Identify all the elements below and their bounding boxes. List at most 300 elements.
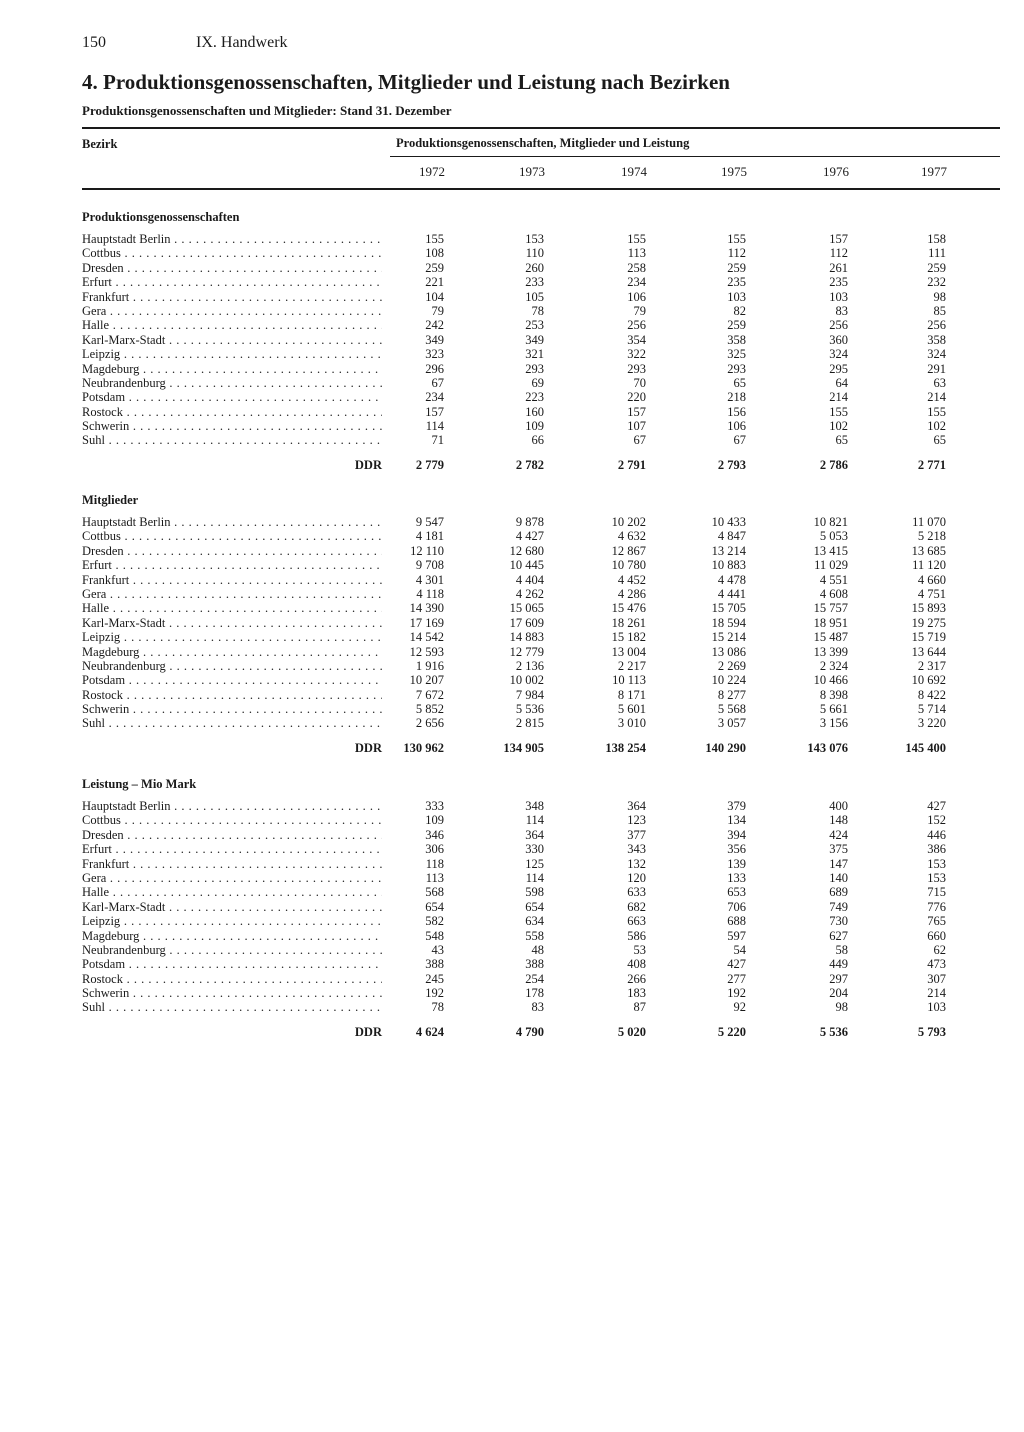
year-header: 1977: [921, 164, 947, 179]
table-cell: 10 002: [509, 673, 544, 688]
total-row: [82, 454, 1002, 476]
table-cell: 106: [727, 419, 746, 434]
table-cell: 256: [627, 318, 646, 333]
table-row: [82, 871, 1002, 885]
row-label: Gera . . .: [82, 871, 382, 885]
table-cell: 103: [829, 289, 848, 304]
table-cell: 4 847: [717, 529, 746, 544]
row-label: Rostock . . .: [82, 405, 382, 419]
table-cell: 4 452: [617, 572, 646, 587]
table-row: [82, 318, 1002, 332]
table-row: [82, 587, 1002, 601]
header-bottom-rule: [82, 188, 1000, 190]
table-cell: 5 053: [819, 529, 848, 544]
table-cell: 103: [727, 289, 746, 304]
table-row: [82, 347, 1002, 361]
year-header: 1975: [721, 164, 747, 179]
table-cell: 323: [425, 347, 444, 362]
table-cell: 13 086: [711, 644, 746, 659]
section-title: Mitglieder: [82, 493, 139, 507]
row-label: Rostock . . .: [82, 972, 382, 986]
section-mitglieder: [82, 490, 1002, 759]
table-cell: 155: [627, 232, 646, 246]
table-cell: 427: [927, 799, 946, 813]
row-label: Erfurt . . .: [82, 275, 382, 289]
table-cell: 9 547: [415, 515, 444, 529]
table-row: [82, 716, 1002, 730]
table-cell: 4 632: [617, 529, 646, 544]
table-cell: 155: [829, 404, 848, 419]
table-cell: 5 536: [515, 702, 544, 717]
total-cell: 2 786: [819, 457, 848, 472]
table-cell: 214: [927, 390, 946, 405]
year-header: 1976: [823, 164, 849, 179]
table-cell: 749: [829, 899, 848, 914]
table-cell: 15 065: [509, 601, 544, 616]
row-label: Leipzig . . .: [82, 347, 382, 361]
table-cell: 333: [425, 799, 444, 813]
total-cell: 5 793: [917, 1024, 946, 1039]
table-cell: 107: [627, 419, 646, 434]
table-row: [82, 333, 1002, 347]
table-cell: 12 110: [410, 543, 444, 558]
table-cell: 8 277: [717, 687, 746, 702]
table-row: [82, 943, 1002, 957]
table-cell: 386: [927, 842, 946, 857]
table-cell: 2 269: [717, 658, 746, 673]
table-cell: 105: [525, 289, 544, 304]
table-cell: 242: [425, 318, 444, 333]
table-cell: 13 685: [911, 543, 946, 558]
table-cell: 394: [727, 827, 746, 842]
row-label: Frankfurt . . .: [82, 857, 382, 871]
table-cell: 259: [727, 318, 746, 333]
table-cell: 2 317: [917, 658, 946, 673]
table-cell: 776: [927, 899, 946, 914]
table-cell: 4 478: [717, 572, 746, 587]
table-cell: 424: [829, 827, 848, 842]
total-cell: 2 779: [415, 457, 444, 472]
table-cell: 160: [525, 404, 544, 419]
table-cell: 586: [627, 928, 646, 943]
table-cell: 67: [431, 375, 444, 390]
table-cell: 140: [829, 870, 848, 885]
table-cell: 155: [425, 232, 444, 246]
table-cell: 324: [829, 347, 848, 362]
table-cell: 8 398: [819, 687, 848, 702]
table-cell: 234: [627, 275, 646, 290]
table-cell: 106: [627, 289, 646, 304]
table-row: [82, 290, 1002, 304]
table-cell: 10 780: [611, 558, 646, 573]
table-row: [82, 515, 1002, 529]
table-cell: 155: [927, 404, 946, 419]
table-cell: 133: [727, 870, 746, 885]
table-cell: 2 656: [415, 716, 444, 731]
table-row: [82, 799, 1002, 813]
table-cell: 330: [525, 842, 544, 857]
table-cell: 660: [927, 928, 946, 943]
chapter-title: IX. Handwerk: [196, 34, 288, 51]
table-cell: 113: [627, 246, 646, 261]
total-cell: 134 905: [503, 740, 544, 755]
total-cell: 140 290: [705, 740, 746, 755]
table-cell: 155: [727, 232, 746, 246]
section-leistung: [82, 774, 1002, 1043]
table-cell: 178: [525, 986, 544, 1001]
table-cell: 43: [431, 942, 444, 957]
table-cell: 54: [733, 942, 746, 957]
row-label: Gera . . .: [82, 304, 382, 318]
table-cell: 214: [829, 390, 848, 405]
row-label: Neubrandenburg . . .: [82, 376, 382, 390]
table-cell: 64: [835, 375, 848, 390]
table-cell: 10 692: [911, 673, 946, 688]
table-cell: 654: [525, 899, 544, 914]
table-cell: 82: [733, 303, 746, 318]
table-cell: 663: [627, 914, 646, 929]
table-cell: 113: [425, 870, 444, 885]
table-cell: 109: [425, 813, 444, 828]
row-label: Suhl . . .: [82, 1000, 382, 1014]
table-row: [82, 529, 1002, 543]
table-cell: 259: [727, 260, 746, 275]
table-cell: 102: [927, 419, 946, 434]
table-cell: 296: [425, 361, 444, 376]
table-cell: 8 422: [917, 687, 946, 702]
table-cell: 321: [525, 347, 544, 362]
table-cell: 15 487: [813, 630, 848, 645]
table-row: [82, 986, 1002, 1000]
table-row: [82, 558, 1002, 572]
column-header-bezirk: Bezirk: [82, 137, 118, 151]
table-row: [82, 957, 1002, 971]
table-cell: 10 202: [611, 515, 646, 529]
table-cell: 598: [525, 885, 544, 900]
row-label: Leipzig . . .: [82, 914, 382, 928]
table-cell: 277: [727, 971, 746, 986]
table-cell: 69: [531, 375, 544, 390]
row-label: Karl-Marx-Stadt . . .: [82, 333, 382, 347]
table-row: [82, 702, 1002, 716]
table-cell: 125: [525, 856, 544, 871]
table-cell: 377: [627, 827, 646, 842]
table-row: [82, 390, 1002, 404]
section-produktionsgenossenschaften: [82, 207, 1002, 476]
table-cell: 157: [829, 232, 848, 246]
table-cell: 259: [425, 260, 444, 275]
table-row: [82, 544, 1002, 558]
table-cell: 260: [525, 260, 544, 275]
table-cell: 9 878: [515, 515, 544, 529]
table-cell: 633: [627, 885, 646, 900]
row-label: Leipzig . . .: [82, 630, 382, 644]
table-row: [82, 972, 1002, 986]
row-label: Halle . . .: [82, 601, 382, 615]
table-cell: 4 301: [415, 572, 444, 587]
table-cell: 4 118: [416, 586, 444, 601]
table-cell: 9 708: [415, 558, 444, 573]
year-header: 1973: [519, 164, 545, 179]
row-label: Gera . . .: [82, 587, 382, 601]
table-cell: 5 601: [617, 702, 646, 717]
table-cell: 4 441: [717, 586, 746, 601]
table-cell: 258: [627, 260, 646, 275]
total-label: DDR: [354, 740, 382, 755]
table-cell: 293: [627, 361, 646, 376]
table-cell: 18 951: [813, 615, 848, 630]
table-row: [82, 573, 1002, 587]
table-row: [82, 688, 1002, 702]
table-row: [82, 828, 1002, 842]
table-cell: 204: [829, 986, 848, 1001]
table-cell: 220: [627, 390, 646, 405]
table-cell: 325: [727, 347, 746, 362]
table-cell: 13 644: [911, 644, 946, 659]
table-cell: 153: [927, 870, 946, 885]
table-cell: 157: [425, 404, 444, 419]
table-cell: 79: [633, 303, 646, 318]
table-cell: 15 705: [711, 601, 746, 616]
table-row: [82, 419, 1002, 433]
table-cell: 83: [835, 303, 848, 318]
table-cell: 148: [829, 813, 848, 828]
table-cell: 689: [829, 885, 848, 900]
table-cell: 110: [525, 246, 544, 261]
table-cell: 157: [627, 404, 646, 419]
table-cell: 114: [525, 870, 544, 885]
total-cell: 4 790: [515, 1024, 544, 1039]
table-cell: 388: [425, 957, 444, 972]
row-label: Cottbus . . .: [82, 813, 382, 827]
table-cell: 111: [928, 246, 946, 261]
table-cell: 245: [425, 971, 444, 986]
table-cell: 14 542: [409, 630, 444, 645]
total-cell: 5 020: [617, 1024, 646, 1039]
table-cell: 597: [727, 928, 746, 943]
table-cell: 4 181: [415, 529, 444, 544]
table-cell: 71: [431, 433, 444, 448]
row-label: Karl-Marx-Stadt . . .: [82, 900, 382, 914]
table-cell: 349: [525, 332, 544, 347]
table-cell: 2 815: [515, 716, 544, 731]
table-cell: 291: [927, 361, 946, 376]
row-label: Dresden . . .: [82, 261, 382, 275]
column-header-group: Produktionsgenossenschaften, Mitglieder und Leistung: [396, 136, 690, 150]
table-cell: 548: [425, 928, 444, 943]
table-cell: 5 218: [917, 529, 946, 544]
row-label: Magdeburg . . .: [82, 929, 382, 943]
table-cell: 102: [829, 419, 848, 434]
table-cell: 18 594: [711, 615, 746, 630]
table-cell: 218: [727, 390, 746, 405]
table-cell: 1 916: [415, 658, 444, 673]
table-cell: 297: [829, 971, 848, 986]
row-label: Halle . . .: [82, 885, 382, 899]
table-cell: 79: [431, 303, 444, 318]
table-cell: 473: [927, 957, 946, 972]
total-cell: 2 771: [917, 457, 946, 472]
total-row: [82, 1021, 1002, 1043]
table-cell: 17 169: [409, 615, 444, 630]
year-header: 1972: [419, 164, 445, 179]
table-cell: 153: [927, 856, 946, 871]
table-cell: 582: [425, 914, 444, 929]
table-cell: 293: [727, 361, 746, 376]
table-cell: 65: [733, 375, 746, 390]
table-cell: 15 757: [813, 601, 848, 616]
table-cell: 67: [633, 433, 646, 448]
table-cell: 235: [727, 275, 746, 290]
table-cell: 67: [733, 433, 746, 448]
table-cell: 346: [425, 827, 444, 842]
total-row: [82, 737, 1002, 759]
table-cell: 730: [829, 914, 848, 929]
table-cell: 5 852: [415, 702, 444, 717]
table-cell: 307: [927, 971, 946, 986]
table-cell: 118: [425, 856, 444, 871]
table-cell: 322: [627, 347, 646, 362]
table-cell: 192: [425, 986, 444, 1001]
table-cell: 446: [927, 827, 946, 842]
total-cell: 145 400: [905, 740, 946, 755]
row-label: Neubrandenburg . . .: [82, 659, 382, 673]
table-cell: 14 390: [409, 601, 444, 616]
table-cell: 12 680: [509, 543, 544, 558]
table-cell: 10 207: [409, 673, 444, 688]
row-label: Schwerin . . .: [82, 419, 382, 433]
table-cell: 78: [431, 1000, 444, 1015]
row-label: Cottbus . . .: [82, 246, 382, 260]
row-label: Hauptstadt Berlin . . .: [82, 515, 382, 529]
table-cell: 449: [829, 957, 848, 972]
row-label: Magdeburg . . .: [82, 645, 382, 659]
table-row: [82, 362, 1002, 376]
row-label: Potsdam . . .: [82, 673, 382, 687]
table-cell: 63: [933, 375, 946, 390]
table-cell: 654: [425, 899, 444, 914]
table-cell: 634: [525, 914, 544, 929]
table-row: [82, 261, 1002, 275]
table-cell: 765: [927, 914, 946, 929]
table-row: [82, 601, 1002, 615]
table-cell: 259: [927, 260, 946, 275]
table-cell: 360: [829, 332, 848, 347]
page-number: 150: [82, 34, 106, 51]
table-cell: 152: [927, 813, 946, 828]
table-cell: 3 057: [717, 716, 746, 731]
table-cell: 11 029: [814, 558, 848, 573]
table-cell: 235: [829, 275, 848, 290]
table-row: [82, 900, 1002, 914]
table-cell: 10 113: [612, 673, 646, 688]
table-cell: 706: [727, 899, 746, 914]
row-label: Schwerin . . .: [82, 986, 382, 1000]
table-cell: 688: [727, 914, 746, 929]
table-cell: 221: [425, 275, 444, 290]
table-cell: 13 004: [611, 644, 646, 659]
table-cell: 715: [927, 885, 946, 900]
table-cell: 7 984: [515, 687, 544, 702]
table-cell: 4 286: [617, 586, 646, 601]
table-cell: 10 445: [509, 558, 544, 573]
table-cell: 234: [425, 390, 444, 405]
table-cell: 364: [525, 827, 544, 842]
table-cell: 153: [525, 232, 544, 246]
table-cell: 103: [927, 1000, 946, 1015]
top-rule: [82, 127, 1000, 129]
table-cell: 83: [531, 1000, 544, 1015]
table-cell: 183: [627, 986, 646, 1001]
table-cell: 15 476: [611, 601, 646, 616]
table-cell: 14 883: [509, 630, 544, 645]
table-cell: 58: [835, 942, 848, 957]
table-cell: 78: [531, 303, 544, 318]
table-cell: 356: [727, 842, 746, 857]
row-label: Karl-Marx-Stadt . . .: [82, 616, 382, 630]
table-cell: 3 010: [617, 716, 646, 731]
table-cell: 123: [627, 813, 646, 828]
row-label: Hauptstadt Berlin . . .: [82, 799, 382, 813]
table-cell: 261: [829, 260, 848, 275]
table-row: [82, 433, 1002, 447]
table-cell: 12 593: [409, 644, 444, 659]
table-cell: 379: [727, 799, 746, 813]
table-cell: 158: [927, 232, 946, 246]
table-cell: 232: [927, 275, 946, 290]
row-label: Frankfurt . . .: [82, 573, 382, 587]
table-row: [82, 304, 1002, 318]
table-cell: 15 719: [911, 630, 946, 645]
table-cell: 65: [835, 433, 848, 448]
total-cell: 143 076: [807, 740, 848, 755]
section-title: Produktionsgenossenschaften: [82, 210, 240, 224]
table-cell: 4 262: [515, 586, 544, 601]
table-cell: 98: [835, 1000, 848, 1015]
row-label: Frankfurt . . .: [82, 290, 382, 304]
running-header: [82, 34, 288, 52]
table-cell: 388: [525, 957, 544, 972]
table-row: [82, 857, 1002, 871]
table-cell: 223: [525, 390, 544, 405]
table-cell: 627: [829, 928, 848, 943]
table-cell: 2 217: [617, 658, 646, 673]
table-cell: 358: [727, 332, 746, 347]
table-cell: 253: [525, 318, 544, 333]
table-cell: 139: [727, 856, 746, 871]
table-cell: 114: [425, 419, 444, 434]
table-cell: 256: [927, 318, 946, 333]
row-label: Potsdam . . .: [82, 390, 382, 404]
table-cell: 653: [727, 885, 746, 900]
table-row: [82, 645, 1002, 659]
table-cell: 2 324: [819, 658, 848, 673]
table-row: [82, 673, 1002, 687]
table-cell: 62: [933, 942, 946, 957]
table-row: [82, 813, 1002, 827]
table-cell: 11 070: [912, 515, 946, 529]
table-cell: 358: [927, 332, 946, 347]
table-cell: 104: [425, 289, 444, 304]
total-label: DDR: [354, 457, 382, 472]
table-cell: 17 609: [509, 615, 544, 630]
table-row: [82, 376, 1002, 390]
table-cell: 558: [525, 928, 544, 943]
table-row: [82, 914, 1002, 928]
table-cell: 254: [525, 971, 544, 986]
table-cell: 13 399: [813, 644, 848, 659]
table-cell: 306: [425, 842, 444, 857]
